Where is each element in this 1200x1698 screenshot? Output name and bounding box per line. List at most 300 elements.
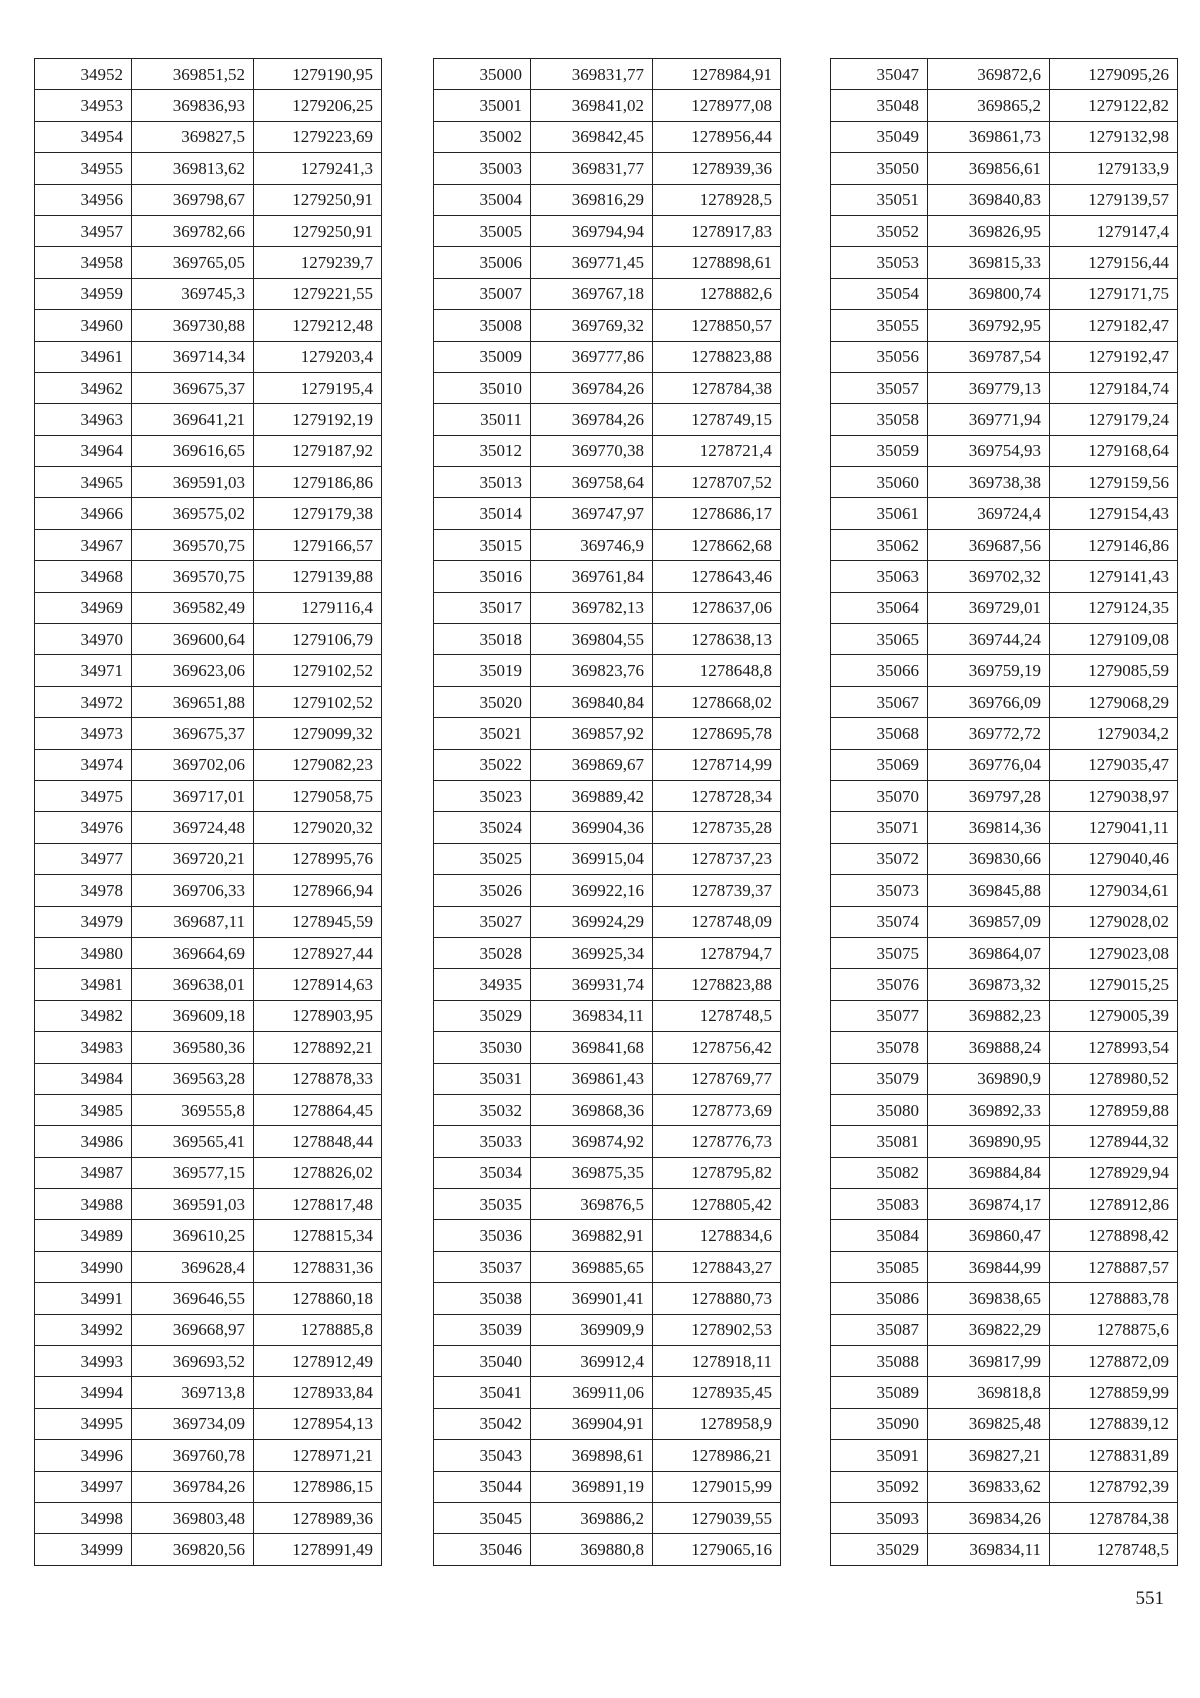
point-id-cell: 35046 bbox=[434, 1534, 531, 1565]
point-id-cell: 34978 bbox=[35, 875, 132, 906]
point-id-cell: 35073 bbox=[831, 875, 928, 906]
x-coordinate-cell: 369909,9 bbox=[531, 1314, 653, 1345]
table-row bbox=[434, 655, 781, 686]
table-row bbox=[35, 90, 382, 121]
y-coordinate-cell: 1278872,09 bbox=[1050, 1346, 1178, 1377]
table-row bbox=[831, 1126, 1178, 1157]
x-coordinate-cell: 369890,95 bbox=[928, 1126, 1050, 1157]
point-id-cell: 35043 bbox=[434, 1440, 531, 1471]
y-coordinate-cell: 1279102,52 bbox=[254, 655, 382, 686]
y-coordinate-cell: 1278887,57 bbox=[1050, 1251, 1178, 1282]
y-coordinate-cell: 1278784,38 bbox=[653, 372, 781, 403]
y-coordinate-cell: 1278892,21 bbox=[254, 1032, 382, 1063]
point-id-cell: 35008 bbox=[434, 310, 531, 341]
point-id-cell: 34935 bbox=[434, 969, 531, 1000]
point-id-cell: 35062 bbox=[831, 529, 928, 560]
table-row bbox=[35, 498, 382, 529]
point-id-cell: 35001 bbox=[434, 90, 531, 121]
y-coordinate-cell: 1278944,32 bbox=[1050, 1126, 1178, 1157]
point-id-cell: 34979 bbox=[35, 906, 132, 937]
point-id-cell: 35080 bbox=[831, 1094, 928, 1125]
y-coordinate-cell: 1279250,91 bbox=[254, 215, 382, 246]
point-id-cell: 34994 bbox=[35, 1377, 132, 1408]
x-coordinate-cell: 369675,37 bbox=[132, 718, 254, 749]
table-row bbox=[35, 906, 382, 937]
table-row bbox=[35, 686, 382, 717]
table-row bbox=[434, 1377, 781, 1408]
point-id-cell: 35066 bbox=[831, 655, 928, 686]
point-id-cell: 34995 bbox=[35, 1408, 132, 1439]
point-id-cell: 34958 bbox=[35, 247, 132, 278]
x-coordinate-cell: 369767,18 bbox=[531, 278, 653, 309]
y-coordinate-cell: 1278902,53 bbox=[653, 1314, 781, 1345]
y-coordinate-cell: 1279132,98 bbox=[1050, 121, 1178, 152]
table-row bbox=[831, 592, 1178, 623]
y-coordinate-cell: 1278737,23 bbox=[653, 843, 781, 874]
y-coordinate-cell: 1278980,52 bbox=[1050, 1063, 1178, 1094]
y-coordinate-cell: 1278954,13 bbox=[254, 1408, 382, 1439]
page-number: 551 bbox=[1135, 1588, 1164, 1609]
table-row bbox=[434, 404, 781, 435]
y-coordinate-cell: 1279038,97 bbox=[1050, 780, 1178, 811]
table-row bbox=[831, 969, 1178, 1000]
y-coordinate-cell: 1278991,49 bbox=[254, 1534, 382, 1565]
table-row bbox=[831, 843, 1178, 874]
x-coordinate-cell: 369880,8 bbox=[531, 1534, 653, 1565]
x-coordinate-cell: 369687,56 bbox=[928, 529, 1050, 560]
point-id-cell: 35077 bbox=[831, 1000, 928, 1031]
table-row bbox=[434, 686, 781, 717]
point-id-cell: 35044 bbox=[434, 1471, 531, 1502]
x-coordinate-cell: 369804,55 bbox=[531, 624, 653, 655]
point-id-cell: 35013 bbox=[434, 467, 531, 498]
x-coordinate-cell: 369922,16 bbox=[531, 875, 653, 906]
point-id-cell: 35051 bbox=[831, 184, 928, 215]
x-coordinate-cell: 369826,95 bbox=[928, 215, 1050, 246]
table-row bbox=[434, 1126, 781, 1157]
x-coordinate-cell: 369713,8 bbox=[132, 1377, 254, 1408]
point-id-cell: 34971 bbox=[35, 655, 132, 686]
table-row bbox=[831, 247, 1178, 278]
table-row bbox=[434, 1502, 781, 1533]
point-id-cell: 34972 bbox=[35, 686, 132, 717]
y-coordinate-cell: 1278918,11 bbox=[653, 1346, 781, 1377]
point-id-cell: 35075 bbox=[831, 937, 928, 968]
x-coordinate-cell: 369841,02 bbox=[531, 90, 653, 121]
point-id-cell: 35079 bbox=[831, 1063, 928, 1094]
y-coordinate-cell: 1278927,44 bbox=[254, 937, 382, 968]
x-coordinate-cell: 369844,99 bbox=[928, 1251, 1050, 1282]
point-id-cell: 34969 bbox=[35, 592, 132, 623]
x-coordinate-cell: 369813,62 bbox=[132, 153, 254, 184]
y-coordinate-cell: 1278831,36 bbox=[254, 1251, 382, 1282]
x-coordinate-cell: 369874,92 bbox=[531, 1126, 653, 1157]
x-coordinate-cell: 369876,5 bbox=[531, 1189, 653, 1220]
x-coordinate-cell: 369861,73 bbox=[928, 121, 1050, 152]
x-coordinate-cell: 369746,9 bbox=[531, 529, 653, 560]
table-row bbox=[434, 875, 781, 906]
table-row bbox=[434, 1440, 781, 1471]
y-coordinate-cell: 1278912,86 bbox=[1050, 1189, 1178, 1220]
y-coordinate-cell: 1278929,94 bbox=[1050, 1157, 1178, 1188]
y-coordinate-cell: 1279023,08 bbox=[1050, 937, 1178, 968]
table-row bbox=[35, 1189, 382, 1220]
x-coordinate-cell: 369882,23 bbox=[928, 1000, 1050, 1031]
y-coordinate-cell: 1279058,75 bbox=[254, 780, 382, 811]
point-id-cell: 35061 bbox=[831, 498, 928, 529]
y-coordinate-cell: 1278817,48 bbox=[254, 1189, 382, 1220]
y-coordinate-cell: 1278643,46 bbox=[653, 561, 781, 592]
y-coordinate-cell: 1278773,69 bbox=[653, 1094, 781, 1125]
table-row bbox=[831, 937, 1178, 968]
table-row bbox=[35, 1251, 382, 1282]
point-id-cell: 34984 bbox=[35, 1063, 132, 1094]
y-coordinate-cell: 1279212,48 bbox=[254, 310, 382, 341]
table-row bbox=[831, 1502, 1178, 1533]
y-coordinate-cell: 1278859,99 bbox=[1050, 1377, 1178, 1408]
point-id-cell: 35045 bbox=[434, 1502, 531, 1533]
point-id-cell: 34992 bbox=[35, 1314, 132, 1345]
x-coordinate-cell: 369889,42 bbox=[531, 780, 653, 811]
y-coordinate-cell: 1278986,15 bbox=[254, 1471, 382, 1502]
x-coordinate-cell: 369831,77 bbox=[531, 153, 653, 184]
table-row bbox=[831, 90, 1178, 121]
point-id-cell: 34968 bbox=[35, 561, 132, 592]
x-coordinate-cell: 369609,18 bbox=[132, 1000, 254, 1031]
table-row bbox=[35, 655, 382, 686]
x-coordinate-cell: 369874,17 bbox=[928, 1189, 1050, 1220]
x-coordinate-cell: 369720,21 bbox=[132, 843, 254, 874]
y-coordinate-cell: 1279039,55 bbox=[653, 1502, 781, 1533]
point-id-cell: 34993 bbox=[35, 1346, 132, 1377]
y-coordinate-cell: 1279166,57 bbox=[254, 529, 382, 560]
x-coordinate-cell: 369888,24 bbox=[928, 1032, 1050, 1063]
point-id-cell: 35089 bbox=[831, 1377, 928, 1408]
y-coordinate-cell: 1278971,21 bbox=[254, 1440, 382, 1471]
y-coordinate-cell: 1279184,74 bbox=[1050, 372, 1178, 403]
point-id-cell: 35086 bbox=[831, 1283, 928, 1314]
point-id-cell: 35024 bbox=[434, 812, 531, 843]
y-coordinate-cell: 1279159,56 bbox=[1050, 467, 1178, 498]
y-coordinate-cell: 1279206,25 bbox=[254, 90, 382, 121]
point-id-cell: 35020 bbox=[434, 686, 531, 717]
point-id-cell: 35050 bbox=[831, 153, 928, 184]
coordinate-table-1 bbox=[34, 58, 382, 1566]
table-row bbox=[35, 1534, 382, 1565]
point-id-cell: 35019 bbox=[434, 655, 531, 686]
point-id-cell: 35017 bbox=[434, 592, 531, 623]
point-id-cell: 35060 bbox=[831, 467, 928, 498]
coordinate-table-body bbox=[35, 59, 382, 1566]
point-id-cell: 35006 bbox=[434, 247, 531, 278]
point-id-cell: 34966 bbox=[35, 498, 132, 529]
x-coordinate-cell: 369823,76 bbox=[531, 655, 653, 686]
y-coordinate-cell: 1279192,19 bbox=[254, 404, 382, 435]
y-coordinate-cell: 1279192,47 bbox=[1050, 341, 1178, 372]
x-coordinate-cell: 369875,35 bbox=[531, 1157, 653, 1188]
table-row bbox=[35, 1032, 382, 1063]
y-coordinate-cell: 1278885,8 bbox=[254, 1314, 382, 1345]
x-coordinate-cell: 369591,03 bbox=[132, 1189, 254, 1220]
x-coordinate-cell: 369600,64 bbox=[132, 624, 254, 655]
x-coordinate-cell: 369610,25 bbox=[132, 1220, 254, 1251]
x-coordinate-cell: 369693,52 bbox=[132, 1346, 254, 1377]
point-id-cell: 35042 bbox=[434, 1408, 531, 1439]
x-coordinate-cell: 369925,34 bbox=[531, 937, 653, 968]
point-id-cell: 35004 bbox=[434, 184, 531, 215]
x-coordinate-cell: 369840,84 bbox=[531, 686, 653, 717]
point-id-cell: 35078 bbox=[831, 1032, 928, 1063]
x-coordinate-cell: 369931,74 bbox=[531, 969, 653, 1000]
point-id-cell: 35081 bbox=[831, 1126, 928, 1157]
table-row bbox=[434, 592, 781, 623]
point-id-cell: 34987 bbox=[35, 1157, 132, 1188]
point-id-cell: 34953 bbox=[35, 90, 132, 121]
y-coordinate-cell: 1278959,88 bbox=[1050, 1094, 1178, 1125]
y-coordinate-cell: 1278815,34 bbox=[254, 1220, 382, 1251]
table-row bbox=[35, 247, 382, 278]
y-coordinate-cell: 1278748,09 bbox=[653, 906, 781, 937]
table-row bbox=[831, 1094, 1178, 1125]
table-row bbox=[434, 1534, 781, 1565]
x-coordinate-cell: 369565,41 bbox=[132, 1126, 254, 1157]
x-coordinate-cell: 369814,36 bbox=[928, 812, 1050, 843]
y-coordinate-cell: 1279020,32 bbox=[254, 812, 382, 843]
point-id-cell: 35038 bbox=[434, 1283, 531, 1314]
point-id-cell: 35069 bbox=[831, 749, 928, 780]
x-coordinate-cell: 369815,33 bbox=[928, 247, 1050, 278]
x-coordinate-cell: 369771,94 bbox=[928, 404, 1050, 435]
point-id-cell: 35007 bbox=[434, 278, 531, 309]
point-id-cell: 35065 bbox=[831, 624, 928, 655]
y-coordinate-cell: 1278864,45 bbox=[254, 1094, 382, 1125]
table-row bbox=[35, 1471, 382, 1502]
x-coordinate-cell: 369857,92 bbox=[531, 718, 653, 749]
y-coordinate-cell: 1279028,02 bbox=[1050, 906, 1178, 937]
x-coordinate-cell: 369745,3 bbox=[132, 278, 254, 309]
y-coordinate-cell: 1278823,88 bbox=[653, 341, 781, 372]
y-coordinate-cell: 1278714,99 bbox=[653, 749, 781, 780]
table-row bbox=[434, 90, 781, 121]
y-coordinate-cell: 1278739,37 bbox=[653, 875, 781, 906]
coordinate-table-body bbox=[831, 59, 1178, 1566]
table-row bbox=[434, 624, 781, 655]
x-coordinate-cell: 369754,93 bbox=[928, 435, 1050, 466]
point-id-cell: 35082 bbox=[831, 1157, 928, 1188]
table-row bbox=[831, 1189, 1178, 1220]
y-coordinate-cell: 1279190,95 bbox=[254, 59, 382, 90]
x-coordinate-cell: 369822,29 bbox=[928, 1314, 1050, 1345]
table-row bbox=[434, 247, 781, 278]
y-coordinate-cell: 1279187,92 bbox=[254, 435, 382, 466]
table-row bbox=[434, 1157, 781, 1188]
point-id-cell: 34981 bbox=[35, 969, 132, 1000]
table-row bbox=[434, 1220, 781, 1251]
table-row bbox=[831, 467, 1178, 498]
x-coordinate-cell: 369860,47 bbox=[928, 1220, 1050, 1251]
table-row bbox=[831, 1314, 1178, 1345]
y-coordinate-cell: 1279124,35 bbox=[1050, 592, 1178, 623]
table-row bbox=[35, 404, 382, 435]
point-id-cell: 34991 bbox=[35, 1283, 132, 1314]
x-coordinate-cell: 369865,2 bbox=[928, 90, 1050, 121]
table-row bbox=[35, 1063, 382, 1094]
x-coordinate-cell: 369884,84 bbox=[928, 1157, 1050, 1188]
table-row bbox=[434, 718, 781, 749]
x-coordinate-cell: 369890,9 bbox=[928, 1063, 1050, 1094]
y-coordinate-cell: 1279241,3 bbox=[254, 153, 382, 184]
table-row bbox=[831, 875, 1178, 906]
point-id-cell: 35010 bbox=[434, 372, 531, 403]
x-coordinate-cell: 369833,62 bbox=[928, 1471, 1050, 1502]
y-coordinate-cell: 1278826,02 bbox=[254, 1157, 382, 1188]
table-row bbox=[831, 59, 1178, 90]
point-id-cell: 35014 bbox=[434, 498, 531, 529]
x-coordinate-cell: 369724,48 bbox=[132, 812, 254, 843]
point-id-cell: 35036 bbox=[434, 1220, 531, 1251]
x-coordinate-cell: 369891,19 bbox=[531, 1471, 653, 1502]
point-id-cell: 34998 bbox=[35, 1502, 132, 1533]
table-row bbox=[434, 843, 781, 874]
x-coordinate-cell: 369834,11 bbox=[531, 1000, 653, 1031]
x-coordinate-cell: 369898,61 bbox=[531, 1440, 653, 1471]
point-id-cell: 35087 bbox=[831, 1314, 928, 1345]
table-row bbox=[35, 1440, 382, 1471]
point-id-cell: 35072 bbox=[831, 843, 928, 874]
y-coordinate-cell: 1278984,91 bbox=[653, 59, 781, 90]
table-row bbox=[35, 278, 382, 309]
table-row bbox=[831, 1000, 1178, 1031]
x-coordinate-cell: 369827,5 bbox=[132, 121, 254, 152]
x-coordinate-cell: 369702,06 bbox=[132, 749, 254, 780]
y-coordinate-cell: 1278769,77 bbox=[653, 1063, 781, 1094]
table-row bbox=[434, 59, 781, 90]
y-coordinate-cell: 1279168,64 bbox=[1050, 435, 1178, 466]
table-row bbox=[35, 184, 382, 215]
x-coordinate-cell: 369882,91 bbox=[531, 1220, 653, 1251]
point-id-cell: 35012 bbox=[434, 435, 531, 466]
x-coordinate-cell: 369570,75 bbox=[132, 561, 254, 592]
point-id-cell: 34959 bbox=[35, 278, 132, 309]
y-coordinate-cell: 1279179,38 bbox=[254, 498, 382, 529]
point-id-cell: 34982 bbox=[35, 1000, 132, 1031]
point-id-cell: 35022 bbox=[434, 749, 531, 780]
point-id-cell: 35016 bbox=[434, 561, 531, 592]
x-coordinate-cell: 369769,32 bbox=[531, 310, 653, 341]
point-id-cell: 35054 bbox=[831, 278, 928, 309]
x-coordinate-cell: 369924,29 bbox=[531, 906, 653, 937]
y-coordinate-cell: 1278823,88 bbox=[653, 969, 781, 1000]
y-coordinate-cell: 1279221,55 bbox=[254, 278, 382, 309]
x-coordinate-cell: 369782,13 bbox=[531, 592, 653, 623]
point-id-cell: 35009 bbox=[434, 341, 531, 372]
y-coordinate-cell: 1278933,84 bbox=[254, 1377, 382, 1408]
x-coordinate-cell: 369582,49 bbox=[132, 592, 254, 623]
x-coordinate-cell: 369616,65 bbox=[132, 435, 254, 466]
y-coordinate-cell: 1279182,47 bbox=[1050, 310, 1178, 341]
y-coordinate-cell: 1278958,9 bbox=[653, 1408, 781, 1439]
y-coordinate-cell: 1278875,6 bbox=[1050, 1314, 1178, 1345]
x-coordinate-cell: 369825,48 bbox=[928, 1408, 1050, 1439]
y-coordinate-cell: 1279085,59 bbox=[1050, 655, 1178, 686]
table-row bbox=[831, 906, 1178, 937]
x-coordinate-cell: 369827,21 bbox=[928, 1440, 1050, 1471]
y-coordinate-cell: 1279133,9 bbox=[1050, 153, 1178, 184]
table-row bbox=[831, 310, 1178, 341]
point-id-cell: 34961 bbox=[35, 341, 132, 372]
x-coordinate-cell: 369771,45 bbox=[531, 247, 653, 278]
table-row bbox=[831, 1032, 1178, 1063]
point-id-cell: 35085 bbox=[831, 1251, 928, 1282]
coordinate-table-3 bbox=[830, 58, 1178, 1566]
y-coordinate-cell: 1279034,2 bbox=[1050, 718, 1178, 749]
y-coordinate-cell: 1278850,57 bbox=[653, 310, 781, 341]
point-id-cell: 34960 bbox=[35, 310, 132, 341]
table-row bbox=[831, 1063, 1178, 1094]
table-row bbox=[35, 1283, 382, 1314]
x-coordinate-cell: 369838,65 bbox=[928, 1283, 1050, 1314]
table-row bbox=[434, 780, 781, 811]
x-coordinate-cell: 369738,38 bbox=[928, 467, 1050, 498]
x-coordinate-cell: 369856,61 bbox=[928, 153, 1050, 184]
table-row bbox=[831, 215, 1178, 246]
table-row bbox=[434, 372, 781, 403]
point-id-cell: 35091 bbox=[831, 1440, 928, 1471]
y-coordinate-cell: 1278784,38 bbox=[1050, 1502, 1178, 1533]
y-coordinate-cell: 1278834,6 bbox=[653, 1220, 781, 1251]
point-id-cell: 34983 bbox=[35, 1032, 132, 1063]
x-coordinate-cell: 369591,03 bbox=[132, 467, 254, 498]
table-row bbox=[434, 121, 781, 152]
point-id-cell: 34974 bbox=[35, 749, 132, 780]
point-id-cell: 35005 bbox=[434, 215, 531, 246]
y-coordinate-cell: 1279171,75 bbox=[1050, 278, 1178, 309]
point-id-cell: 35026 bbox=[434, 875, 531, 906]
y-coordinate-cell: 1278966,94 bbox=[254, 875, 382, 906]
point-id-cell: 35070 bbox=[831, 780, 928, 811]
table-row bbox=[434, 561, 781, 592]
table-row bbox=[434, 215, 781, 246]
x-coordinate-cell: 369651,88 bbox=[132, 686, 254, 717]
point-id-cell: 34986 bbox=[35, 1126, 132, 1157]
table-row bbox=[35, 843, 382, 874]
x-coordinate-cell: 369857,09 bbox=[928, 906, 1050, 937]
x-coordinate-cell: 369794,94 bbox=[531, 215, 653, 246]
y-coordinate-cell: 1279099,32 bbox=[254, 718, 382, 749]
table-row bbox=[831, 780, 1178, 811]
y-coordinate-cell: 1278914,63 bbox=[254, 969, 382, 1000]
y-coordinate-cell: 1278939,36 bbox=[653, 153, 781, 184]
point-id-cell: 35011 bbox=[434, 404, 531, 435]
point-id-cell: 35021 bbox=[434, 718, 531, 749]
y-coordinate-cell: 1278928,5 bbox=[653, 184, 781, 215]
point-id-cell: 35092 bbox=[831, 1471, 928, 1502]
point-id-cell: 35071 bbox=[831, 812, 928, 843]
y-coordinate-cell: 1278956,44 bbox=[653, 121, 781, 152]
point-id-cell: 35048 bbox=[831, 90, 928, 121]
y-coordinate-cell: 1278637,06 bbox=[653, 592, 781, 623]
point-id-cell: 34988 bbox=[35, 1189, 132, 1220]
y-coordinate-cell: 1278880,73 bbox=[653, 1283, 781, 1314]
table-row bbox=[831, 812, 1178, 843]
y-coordinate-cell: 1278860,18 bbox=[254, 1283, 382, 1314]
x-coordinate-cell: 369580,36 bbox=[132, 1032, 254, 1063]
x-coordinate-cell: 369873,32 bbox=[928, 969, 1050, 1000]
x-coordinate-cell: 369904,36 bbox=[531, 812, 653, 843]
point-id-cell: 34997 bbox=[35, 1471, 132, 1502]
table-row bbox=[831, 529, 1178, 560]
y-coordinate-cell: 1279034,61 bbox=[1050, 875, 1178, 906]
